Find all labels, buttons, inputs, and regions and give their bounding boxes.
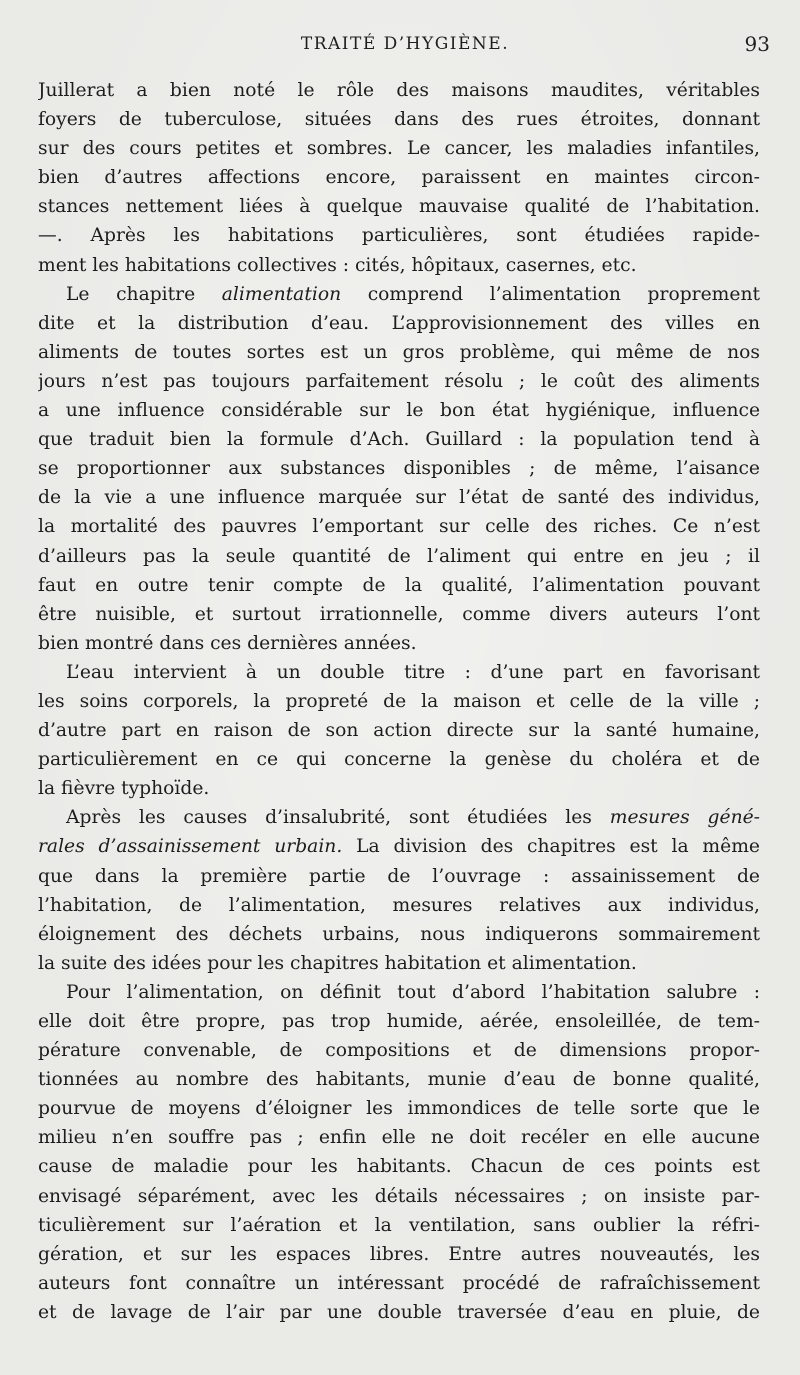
text-line: la fièvre typhoïde. [38,778,210,800]
text-line: de la vie a une influence marquée sur l’état de santé des individus, [38,487,760,509]
text-line: les soins corporels, la propreté de la maison et celle de la ville ; [38,690,760,712]
text-line: la mortalité des pauvres l’emportant sur celle des riches. Ce n’est [38,516,760,538]
text-line: envisagé séparément, avec les détails nécessaires ; on insiste par- [38,1185,760,1207]
text-line: l’habitation, de l’alimentation, mesures relatives aux individus, [38,894,760,916]
text-line: bien montré dans ces dernières années. [38,632,417,654]
text-line: aliments de toutes sortes est un gros problème, qui même de nos [38,341,760,363]
running-title: TRAITÉ D’HYGIÈNE. [300,34,510,54]
text-fragment: Après les causes d’insalubrité, sont étudiées les [66,807,592,829]
text-fragment: La division des chapitres est la même [356,836,760,858]
text-line: auteurs font connaître un intéressant procédé de rafraîchissement [38,1272,760,1294]
text-line: L’eau intervient à un double titre : d’une part en favorisant [66,661,760,683]
text-line: stances nettement liées à quelque mauvaise qualité de l’habitation. [38,196,760,218]
text-line: dite et la distribution d’eau. L’approvisionnement des villes en [38,312,760,334]
page-number: 93 [744,32,770,56]
running-header [40,30,770,60]
text-line: sur des cours petites et sombres. Le cancer, les maladies infantiles, [38,138,760,160]
body-text [38,76,760,1327]
text-line: particulièrement en ce qui concerne la genèse du choléra et de [38,749,760,771]
text-line: pourvue de moyens d’éloigner les immondices de telle sorte que le [38,1098,760,1120]
text-line: ment les habitations collectives : cités, hôpitaux, casernes, etc. [38,254,637,276]
text-line: que traduit bien la formule d’Ach. Guillard : la population tend à [38,429,760,451]
text-line: d’autre part en raison de son action directe sur la santé humaine, [38,720,760,742]
text-line: bien d’autres affections encore, paraissent en maintes circon- [38,167,760,189]
text-line: pérature convenable, de compositions et de dimensions propor- [38,1040,760,1062]
text-line: d’ailleurs pas la seule quantité de l’aliment qui entre en jeu ; il [38,545,760,567]
text-line: éloignement des déchets urbains, nous indiquerons sommairement [38,923,760,945]
text-fragment: Le chapitre [66,283,196,305]
text-line: gération, et sur les espaces libres. Entre autres nouveautés, les [38,1243,760,1265]
text-line: foyers de tuberculose, situées dans des rues étroites, donnant [38,109,760,131]
text-line: Pour l’alimentation, on définit tout d’abord l’habitation salubre : [66,981,760,1003]
text-line: la suite des idées pour les chapitres habitation et alimentation. [38,952,637,974]
text-fragment: comprend l’alimentation proprement [367,283,760,305]
text-line: jours n’est pas toujours parfaitement résolu ; le coût des aliments [38,370,760,392]
text-line: a une influence considérable sur le bon état hygiénique, influence [38,400,760,422]
paragraph-start-line [38,280,760,309]
italic-term: rales d’assainissement urbain. [38,836,343,858]
text-line: milieu n’en souffre pas ; enfin elle ne doit recéler en elle aucune [38,1127,760,1149]
text-line: que dans la première partie de l’ouvrage : assainissement de [38,865,760,887]
paragraph-start-line [38,803,760,832]
text-line: cause de maladie pour les habitants. Chacun de ces points est [38,1156,760,1178]
text-line: être nuisible, et surtout irrationnelle, comme divers auteurs l’ont [38,603,760,625]
text-line: et de lavage de l’air par une double traversée d’eau en pluie, de [38,1301,760,1323]
text-line: faut en outre tenir compte de la qualité, l’alimentation pouvant [38,574,760,596]
italic-term: alimentation [221,283,342,305]
text-line: se proportionner aux substances disponibles ; de même, l’aisance [38,458,760,480]
italic-term: mesures géné- [609,807,760,829]
text-line: ticulièrement sur l’aération et la ventilation, sans oublier la réfri- [38,1214,760,1236]
text-line: elle doit être propre, pas trop humide, aérée, ensoleillée, de tem- [38,1011,760,1032]
mixed-line [38,832,760,861]
text-line: Juillerat a bien noté le rôle des maisons maudites, véritables [38,80,760,101]
text-line: tionnées au nombre des habitants, munie d’eau de bonne qualité, [38,1069,760,1091]
text-line: —. Après les habitations particulières, sont étudiées rapide- [38,225,760,247]
